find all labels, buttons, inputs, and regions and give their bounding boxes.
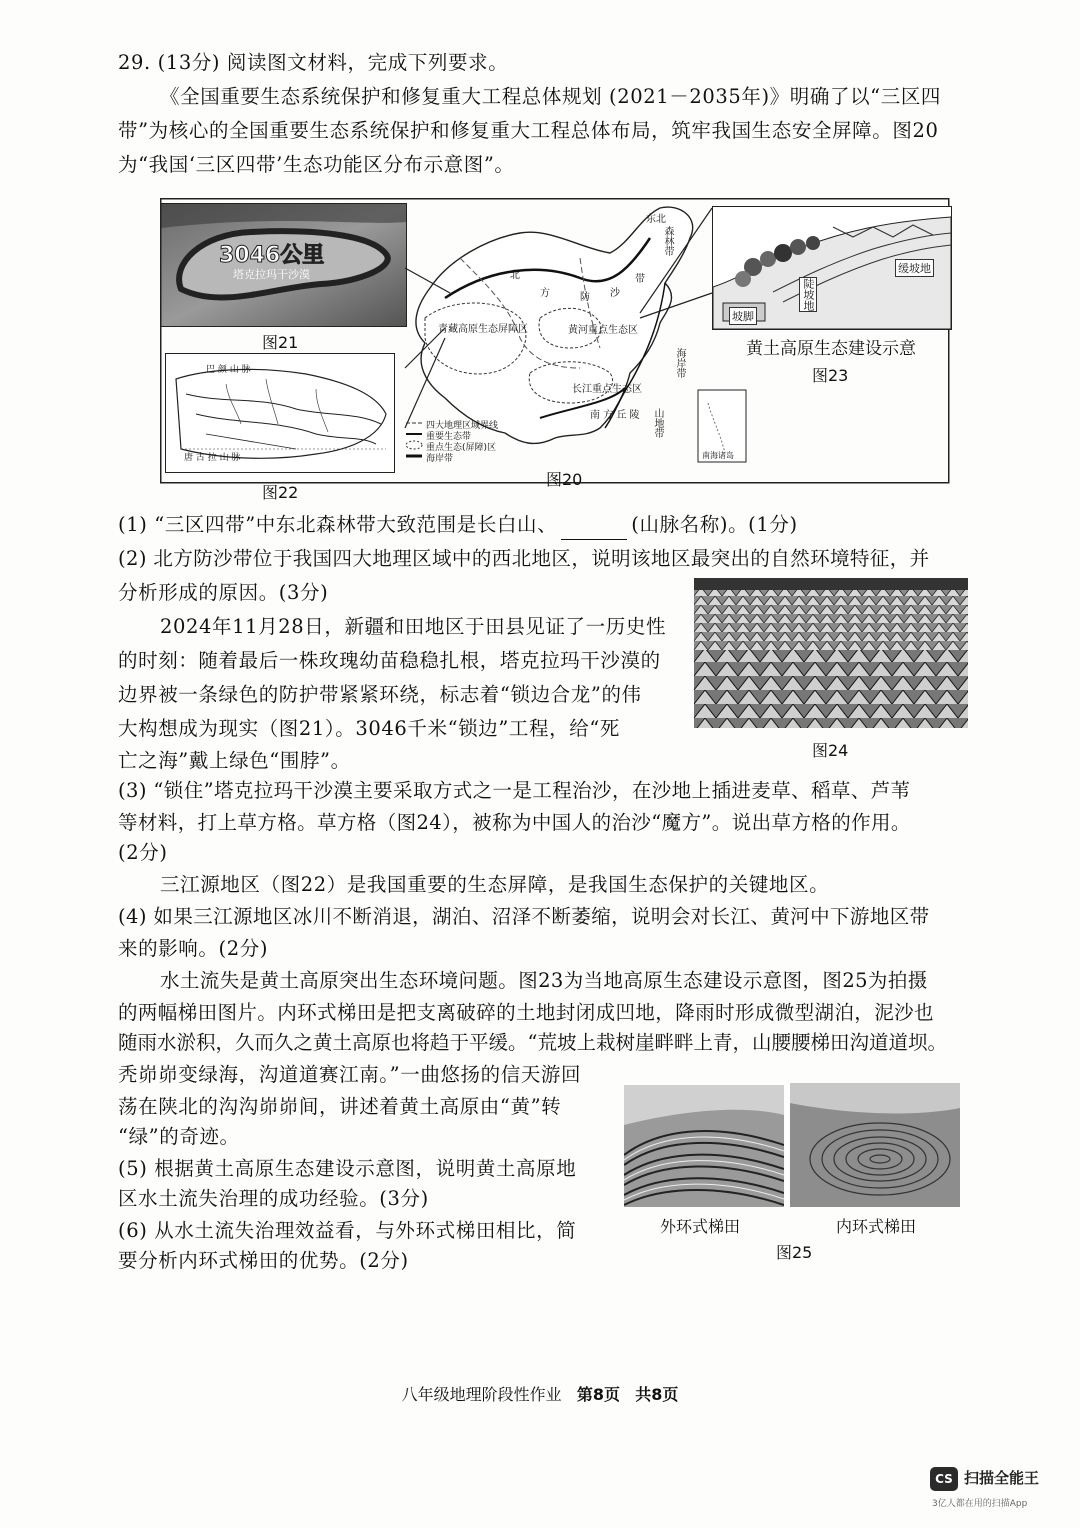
q5-line-1: (5) 根据黄土高原生态建设示意图，说明黄土高原地 xyxy=(118,1157,577,1180)
figure-25-outer-terrace-photo xyxy=(624,1085,784,1207)
figure-23-label-steep: 陡坡地 xyxy=(799,277,817,312)
footer-page: 第8页 xyxy=(576,1385,620,1404)
para4-line-1: 水土流失是黄土高原突出生态环境问题。图23为当地高原生态建设示意图，图25为拍摄 xyxy=(160,969,928,992)
map-legend-boundary: 四大地理区域界线 xyxy=(426,421,499,431)
q2-line-1: (2) 北方防沙带位于我国四大地理区域中的西北地区，说明该地区最突出的自然环境特征，并 xyxy=(118,547,930,570)
para2-line-1: 2024年11月28日，新疆和田地区于田县见证了一历史性 xyxy=(160,615,667,638)
map-label-north-2: 方 xyxy=(540,288,550,299)
para4-line-4: 秃峁峁变绿海，沟道道赛江南。”一曲悠扬的信天游回 xyxy=(118,1063,582,1086)
para4-line-5: 荡在陕北的沟沟峁峁间，讲述着黄土高原由“黄”转 xyxy=(118,1095,562,1118)
q4-line-1: (4) 如果三江源地区冰川不断消退，湖泊、沼泽不断萎缩，说明会对长江、黄河中下游地区带 xyxy=(118,905,930,928)
figure-21-caption: 图21 xyxy=(262,333,299,352)
question-header: 29. (13分) 阅读图文材料，完成下列要求。 xyxy=(118,51,509,74)
q1-line xyxy=(118,510,798,540)
figure-25-left-label: 外环式梯田 xyxy=(660,1217,741,1236)
q1-text: (1) “三区四带”中东北森林带大致范围是长白山、 xyxy=(118,513,558,536)
scanner-slogan: 3亿人都在用的扫描App xyxy=(932,1499,1028,1509)
scanner-app-name: 扫描全能王 xyxy=(964,1469,1040,1487)
intro-line-3: 为“我国‘三区四带’生态功能区分布示意图”。 xyxy=(118,153,515,176)
map-label-qingzang: 青藏高原生态屏障区 xyxy=(438,324,528,335)
figure-22-label-top: 巴 颜 山 脉 xyxy=(206,365,251,375)
figure-25-right-label: 内环式梯田 xyxy=(836,1217,917,1236)
para2-line-3: 边界被一条绿色的防护带紧紧环绕，标志着“锁边合龙”的伟 xyxy=(118,683,642,706)
map-label-south-sea-islands: 南海诸岛 xyxy=(702,451,734,460)
figure-23-label-gentle: 缓坡地 xyxy=(895,259,934,277)
map-label-north-3: 防 xyxy=(580,292,590,303)
scanner-watermark xyxy=(930,1463,1060,1513)
map-label-north-1: 北 xyxy=(510,270,520,281)
map-label-changjiang: 长江重点生态区 xyxy=(572,384,642,395)
para4-line-3: 随雨水淤积，久而久之黄土高原也将趋于平缓。“荒坡上栽树崖畔畔上青，山腰腰梯田沟道道坝。 xyxy=(118,1031,947,1054)
footer-course: 八年级地理阶段性作业 xyxy=(401,1385,562,1404)
map-label-south-hills-band: 山地带 xyxy=(652,408,663,438)
q5-line-2: 区水土流失治理的成功经验。(3分) xyxy=(118,1187,429,1210)
q6-line-1: (6) 从水土流失治理效益看，与外环式梯田相比，简 xyxy=(118,1219,577,1242)
q1-answer-blank[interactable] xyxy=(561,519,627,540)
map-legend-eco-belt: 重要生态带 xyxy=(426,432,472,442)
figure-21-overlay-desert: 塔克拉玛干沙漠 xyxy=(233,268,310,281)
q4-line-2: 来的影响。(2分) xyxy=(118,937,269,960)
figure-22-caption: 图22 xyxy=(262,483,299,502)
figure-23-sketch xyxy=(712,206,952,330)
figure-23-title: 黄土高原生态建设示意 xyxy=(746,339,916,359)
intro-line-2: 带”为核心的全国重要生态系统保护和修复重大工程总体布局，筑牢我国生态安全屏障。图20 xyxy=(118,119,939,142)
map-label-huanghe: 黄河重点生态区 xyxy=(568,325,638,336)
figure-23-caption: 图23 xyxy=(812,366,849,385)
figure-25-caption: 图25 xyxy=(776,1243,813,1262)
para2-line-4: 大构想成为现实（图21）。3046千米“锁边”工程，给“死 xyxy=(118,717,620,740)
scanner-logo-icon: CS xyxy=(930,1467,958,1491)
para3-line: 三江源地区（图22）是我国重要的生态屏障，是我国生态保护的关键地区。 xyxy=(160,873,830,896)
figure-25-inner-terrace-photo xyxy=(790,1083,960,1207)
map-label-coast: 海岸带 xyxy=(674,348,685,378)
map-label-forest-belt: 森林带 xyxy=(662,226,673,256)
page-footer xyxy=(0,1382,1080,1405)
map-label-south-hills: 南 方 丘 陵 xyxy=(590,410,640,421)
q1-text-after: (山脉名称)。(1分) xyxy=(631,513,798,536)
map-legend-coast: 海岸带 xyxy=(426,454,454,464)
para2-line-2: 的时刻：随着最后一株玫瑰幼苗稳稳扎根，塔克拉玛干沙漠的 xyxy=(118,649,661,672)
map-label-north-5: 带 xyxy=(635,274,645,285)
map-label-north-4: 沙 xyxy=(610,288,620,299)
figure-24-caption: 图24 xyxy=(812,741,849,760)
q3-line-3: (2分) xyxy=(118,841,168,864)
footer-total: 共8页 xyxy=(635,1385,679,1404)
map-label-northeast: 东北 xyxy=(646,214,666,225)
map-legend-eco-zone: 重点生态(屏障)区 xyxy=(426,443,497,453)
q3-line-2: 等材料，打上草方格。草方格（图24），被称为中国人的治沙“魔方”。说出草方格的作用。 xyxy=(118,811,911,834)
para4-line-2: 的两幅梯田图片。内环式梯田是把支离破碎的土地封闭成凹地，降雨时形成微型湖泊，泥沙也 xyxy=(118,1001,934,1024)
figure-21-overlay-distance: 3046公里 xyxy=(219,243,325,268)
intro-line-1: 《全国重要生态系统保护和修复重大工程总体规划 (2021－2035年)》明确了以“三区四 xyxy=(160,85,942,108)
figure-22-label-bottom: 唐 古 拉 山 脉 xyxy=(184,453,241,463)
figure-22-map xyxy=(165,353,395,473)
figure-20-caption: 图20 xyxy=(546,470,583,489)
para4-line-6: “绿”的奇迹。 xyxy=(118,1125,240,1148)
q3-line-1: (3) “锁住”塔克拉玛干沙漠主要采取方式之一是工程治沙，在沙地上插进麦草、稻草、芦苇 xyxy=(118,779,911,802)
q6-line-2: 要分析内环式梯田的优势。(2分) xyxy=(118,1249,409,1272)
figure-23-label-foot: 坡脚 xyxy=(729,307,757,325)
q2-line-2: 分析形成的原因。(3分) xyxy=(118,581,329,604)
figure-24-photo xyxy=(694,578,968,728)
para2-line-5: 亡之海”戴上绿色“围脖”。 xyxy=(118,749,351,772)
